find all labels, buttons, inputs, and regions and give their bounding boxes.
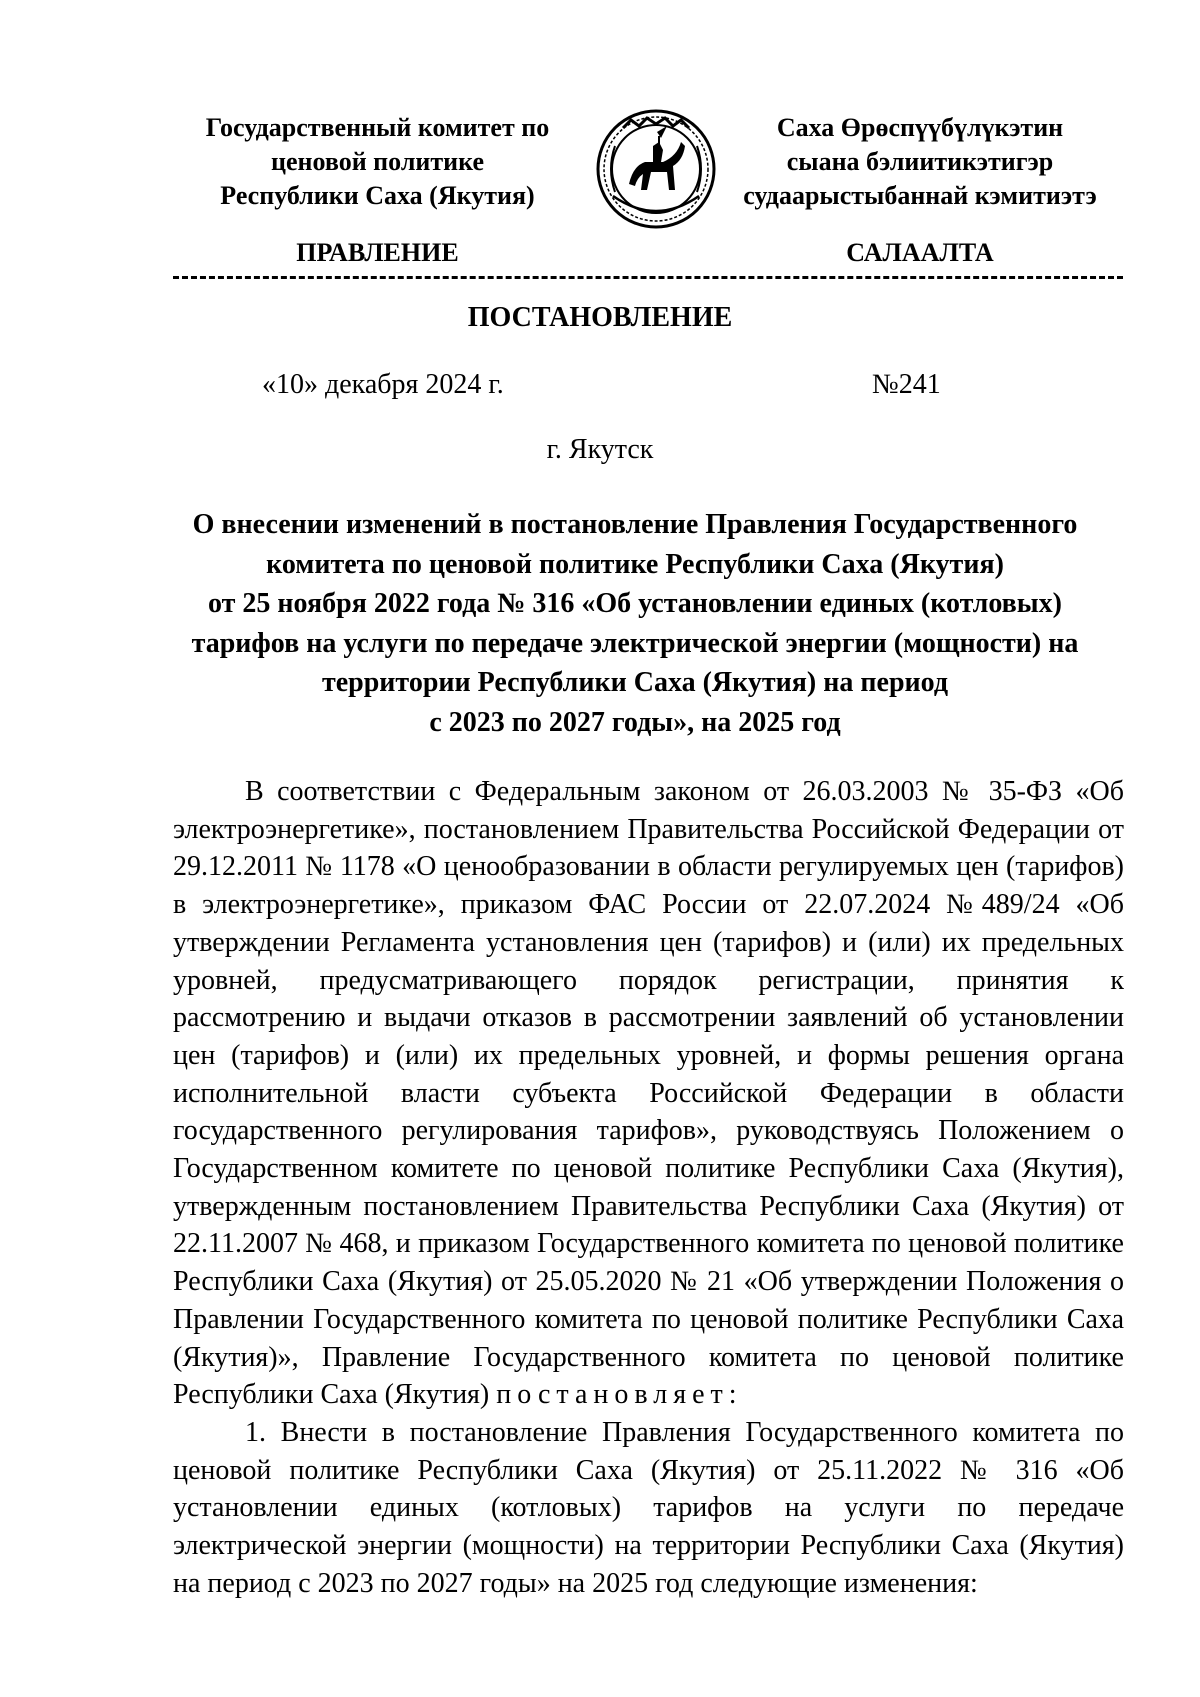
committee-name-line: судаарыстыбаннай кэмитиэтэ bbox=[743, 181, 1097, 210]
coat-of-arms-emblem-icon bbox=[593, 106, 719, 232]
title-line: от 25 ноября 2022 года № 316 «Об установлении единых (котловых) bbox=[208, 588, 1062, 619]
committee-name-line: Саха Өрөспүүбүлүкэтин bbox=[776, 113, 1064, 142]
committee-name-line: ценовой политике bbox=[270, 147, 485, 176]
committee-name-yakut bbox=[720, 111, 1120, 213]
title-line: территории Республики Саха (Якутия) на период bbox=[321, 667, 949, 698]
resolves-word: постановляет: bbox=[496, 1379, 743, 1411]
preamble-paragraph bbox=[173, 773, 1124, 1414]
title-line: О внесении изменений в постановление Правления Государственного bbox=[192, 509, 1078, 540]
board-label-yakut: САЛААЛТА bbox=[846, 238, 994, 267]
title-line: тарифов на услуги по передаче электрической энергии (мощности) на bbox=[191, 627, 1079, 659]
committee-name-line: Государственный комитет по bbox=[205, 113, 550, 142]
document-type: ПОСТАНОВЛЕНИЕ bbox=[467, 302, 733, 333]
document-title bbox=[170, 505, 1100, 742]
clause-1-paragraph: 1. Внести в постановление Правления Государственного комитета по ценовой политике Республики Саха (Якутия) от 25.11.2022 № 316 «Об установлении единых (котловых) тарифов на услуги по передаче электрической энергии (мощности) на территории Республики Саха (Якутия) на период с 2023 по 2027 годы» на 2025 год следующие изменения: bbox=[173, 1416, 1124, 1599]
title-line: комитета по ценовой политике Республики Саха (Якутия) bbox=[266, 548, 1004, 580]
committee-name-russian bbox=[180, 111, 575, 213]
document-date: «10» декабря 2024 г. bbox=[262, 369, 504, 400]
committee-name-line: сыана бэлиитикэтигэр bbox=[786, 147, 1054, 176]
document-number: №241 bbox=[872, 369, 941, 400]
document-body bbox=[173, 773, 1124, 1602]
preamble-text: В соответствии с Федеральным законом от 26.03.2003 № 35-ФЗ «Об электроэнергетике», постановлением Правительства Российской Федерации от 29.12.2011 № 1178 «О ценообразовании в области регулируемых цен (тарифов) в электроэнергетике», приказом ФАС России от 22.07.2024 №489/24 «Об утверждении Регламента установления цен (тарифов) и (или) их предельных уровней, предусматривающего порядок регистрации, принятия к рассмотрению и выдачи отказов в рассмотрении заявлений об установлении цен (тарифов) и (или) их предельных уровней, и формы решения органа исполнительной власти субъекта Российской Федерации в области государственного регулирования тарифов», руководствуясь Положением о Государственном комитете по ценовой политике Республики Саха (Якутия), утвержденным постановлением Правительства Республики Саха (Якутия) от 22.11.2007 № 468, и приказом Государственного комитета по ценовой политике Республики Саха (Якутия) от 25.05.2020 № 21 «Об утверждении Положения о Правлении Государственного комитета по ценовой политике Республики Саха (Якутия)», Правление Государственного комитета по ценовой политике Республики Саха (Якутия) bbox=[173, 776, 1124, 1411]
header-divider bbox=[173, 276, 1123, 279]
committee-name-line: Республики Саха (Якутия) bbox=[220, 181, 535, 210]
title-line: с 2023 по 2027 годы», на 2025 год bbox=[429, 706, 841, 738]
board-label-russian: ПРАВЛЕНИЕ bbox=[296, 238, 459, 267]
document-city: г. Якутск bbox=[546, 434, 654, 465]
